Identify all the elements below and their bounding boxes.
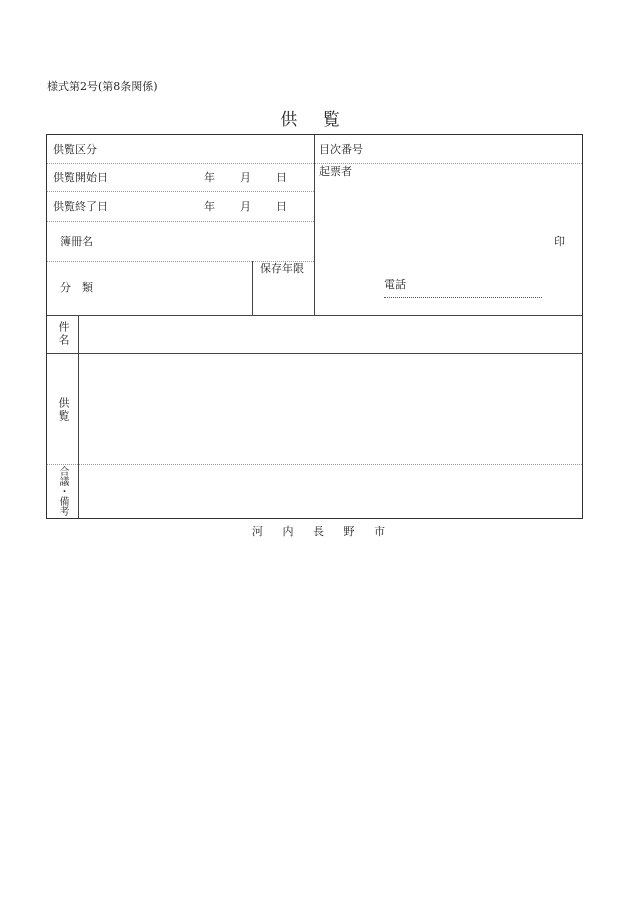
start-day-unit: 日 (276, 171, 287, 184)
col-divider (252, 261, 253, 315)
start-year-unit: 年 (204, 171, 215, 184)
label-col-divider (78, 315, 79, 519)
row-divider (47, 163, 582, 164)
end-month-unit: 月 (240, 200, 251, 213)
page-title: 供 覧 (280, 110, 350, 130)
hozon-label: 保存年限 (260, 262, 304, 275)
form-code: 様式第2号(第8条関係) (47, 80, 158, 93)
kihyosha-label: 起票者 (319, 165, 352, 178)
end-date-label: 供覧終了日 (53, 200, 108, 213)
row-divider (47, 315, 582, 316)
row-divider (47, 221, 314, 222)
end-day-unit: 日 (276, 200, 287, 213)
col-divider (314, 135, 315, 315)
phone-label: 電話 (384, 278, 406, 291)
circulation-form (46, 134, 583, 519)
start-date-label: 供覧開始日 (53, 171, 108, 184)
phone-field[interactable] (384, 297, 542, 298)
row-divider (47, 464, 582, 465)
bosatsu-label: 簿冊名 (60, 235, 93, 248)
row-divider (47, 191, 314, 192)
seal-label: 印 (554, 235, 565, 248)
mokuji-label: 目次番号 (319, 143, 363, 156)
kubun-label: 供覧区分 (53, 143, 97, 156)
gogi-label: 合議・備考 (57, 466, 68, 516)
bunrui-label: 分 類 (60, 281, 93, 294)
start-month-unit: 月 (240, 171, 251, 184)
end-year-unit: 年 (204, 200, 215, 213)
kenmei-label: 件名 (57, 321, 70, 347)
row-divider (47, 353, 582, 354)
kyoran-label: 供覧 (57, 397, 70, 423)
issuer-name: 河 内 長 野 市 (252, 525, 393, 538)
